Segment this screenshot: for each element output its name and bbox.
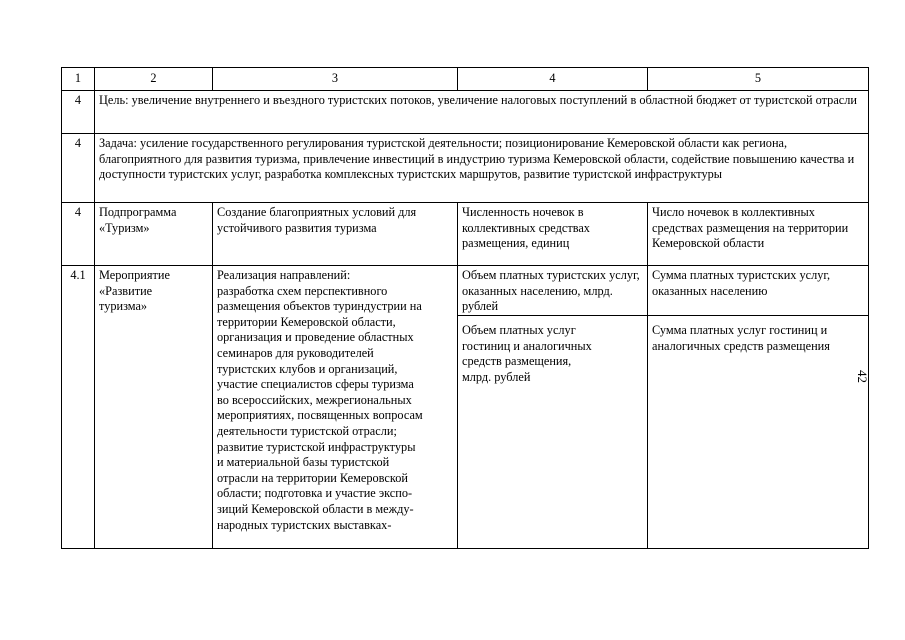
measure-methods bbox=[648, 266, 869, 549]
task-number: 4 bbox=[62, 134, 95, 203]
measure-indicators bbox=[458, 266, 648, 549]
goal-text: Цель: увеличение внутреннего и въездного туристских потоков, увеличение налоговых поступлений в областной бюджет от туристской отрасли bbox=[95, 91, 869, 134]
task-row bbox=[62, 134, 869, 203]
subprogram-method: Число ночевок в коллективных средствах размещения на территории Кемеровской области bbox=[648, 203, 869, 266]
subprogram-number: 4 bbox=[62, 203, 95, 266]
page-number: 42 bbox=[855, 370, 870, 383]
goal-number: 4 bbox=[62, 91, 95, 134]
column-number-3: 3 bbox=[213, 68, 458, 91]
measure-number: 4.1 bbox=[62, 266, 95, 549]
measure-method-1: Сумма платных туристских услуг, оказанных населению bbox=[648, 266, 868, 316]
measure-indicator-2: Объем платных услуг гостиниц и аналогичных средств размещения, млрд. рублей bbox=[462, 323, 592, 384]
goal-row bbox=[62, 91, 869, 134]
subprogram-row bbox=[62, 203, 869, 266]
measure-row bbox=[62, 266, 869, 549]
subprogram-goal: Создание благоприятных условий для устойчивого развития туризма bbox=[213, 203, 458, 266]
measure-method-2: Сумма платных услуг гостиниц и аналогичных средств размещения bbox=[652, 323, 830, 353]
subprogram-indicator: Численность ночевок в коллективных средствах размещения, единиц bbox=[458, 203, 648, 266]
column-number-2: 2 bbox=[95, 68, 213, 91]
subprogram-name: Подпрограмма «Туризм» bbox=[95, 203, 213, 266]
measure-description: Реализация направлений: разработка схем перспективного размещения объектов туриндустрии на территории Кемеровской области, организация и проведение областных семинаров для руководителей туристских клубов и организаций, участие специалистов сферы туризма во всероссийских, межрегиональных мероприятиях, посвященных вопросам деятельности туристской отрасли; развитие туристской инфраструктуры и материальной базы туристской отрасли на территории Кемеровской области; подготовка и участие экспо- зиций Кемеровской области в между- народных туристских выставках- bbox=[213, 266, 458, 549]
measure-indicator-1: Объем платных туристских услуг, оказанных населению, млрд. рублей bbox=[458, 266, 647, 316]
column-number-4: 4 bbox=[458, 68, 648, 91]
measure-name: Мероприятие «Развитие туризма» bbox=[95, 266, 213, 549]
column-number-5: 5 bbox=[648, 68, 869, 91]
column-number-1: 1 bbox=[62, 68, 95, 91]
task-text: Задача: усиление государственного регулирования туристской деятельности; позиционирование Кемеровской области как региона, благоприятного для развития туризма, привлечение инвестиций в индустрию туризма Кемеровской области, содействие повышению качества и доступности туристских услуг, разработка комплексных туристских маршрутов, развитие туристской инфраструктуры bbox=[95, 134, 869, 203]
program-table bbox=[61, 67, 869, 549]
column-number-row bbox=[62, 68, 869, 91]
